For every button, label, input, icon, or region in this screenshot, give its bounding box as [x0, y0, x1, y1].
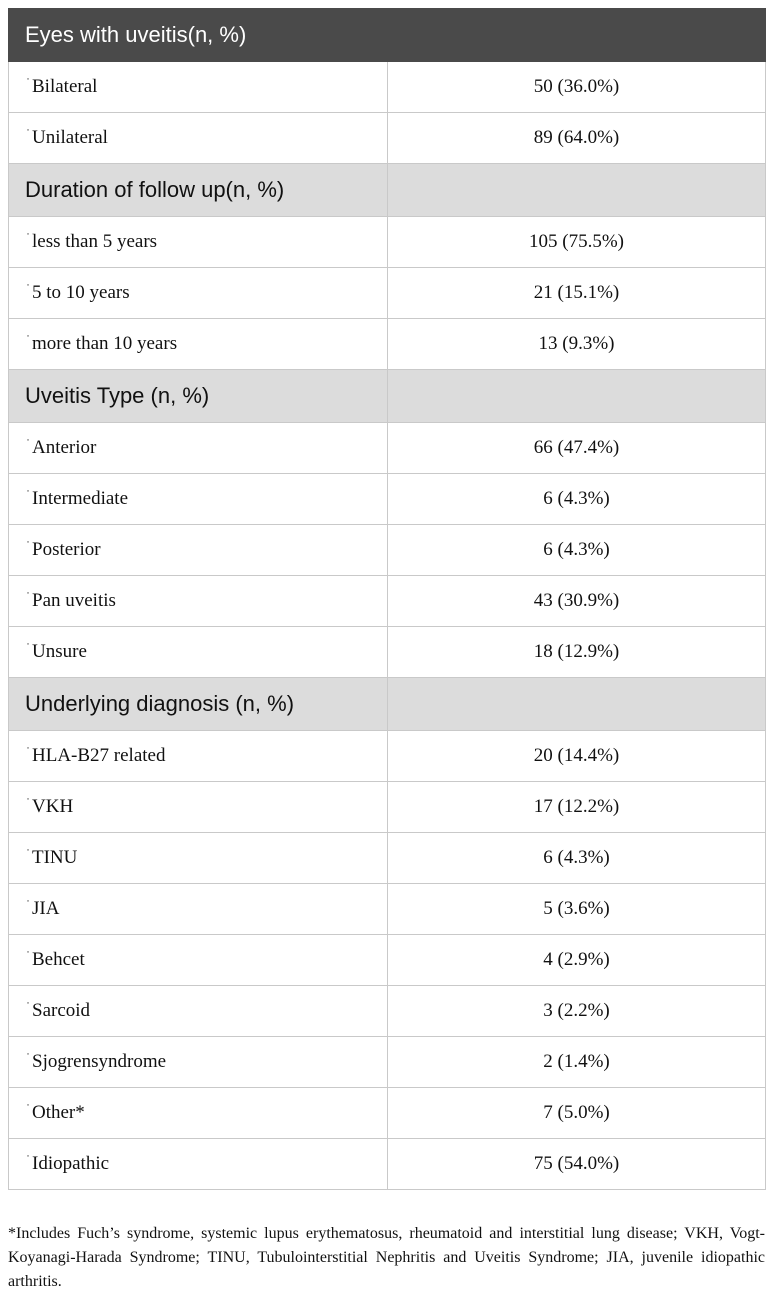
- row-label: Idiopathic: [32, 1153, 110, 1174]
- row-label-cell: [9, 268, 388, 319]
- row-label-cell: [9, 217, 388, 268]
- row-value: 2 (1.4%): [388, 1037, 766, 1088]
- row-label: less than 5 years: [32, 231, 158, 252]
- row-label: Bilateral: [32, 76, 98, 97]
- row-label-cell: [9, 884, 388, 935]
- table-row: [9, 1037, 766, 1088]
- row-label: 5 to 10 years: [32, 282, 130, 303]
- section-header-row: [9, 164, 766, 217]
- row-label-cell: [9, 423, 388, 474]
- section-header-row: [9, 9, 766, 62]
- bullet-marker: ˙: [26, 999, 30, 1013]
- row-label-cell: [9, 62, 388, 113]
- bullet-marker: ˙: [26, 1152, 30, 1166]
- row-label: Pan uveitis: [32, 590, 116, 611]
- bullet-marker: ˙: [26, 795, 30, 809]
- table-row: [9, 731, 766, 782]
- table-row: [9, 884, 766, 935]
- row-value: 21 (15.1%): [388, 268, 766, 319]
- row-label-cell: [9, 986, 388, 1037]
- bullet-marker: ˙: [26, 744, 30, 758]
- row-value: 50 (36.0%): [388, 62, 766, 113]
- row-value: 89 (64.0%): [388, 113, 766, 164]
- row-label-cell: [9, 627, 388, 678]
- table-row: [9, 576, 766, 627]
- table-row: [9, 782, 766, 833]
- row-value: 105 (75.5%): [388, 217, 766, 268]
- row-label-cell: [9, 1037, 388, 1088]
- table-row: [9, 319, 766, 370]
- row-label: Behcet: [32, 949, 85, 970]
- row-label-cell: [9, 782, 388, 833]
- table-row: [9, 1139, 766, 1190]
- row-label: VKH: [32, 796, 74, 817]
- table-row: [9, 217, 766, 268]
- bullet-marker: ˙: [26, 487, 30, 501]
- section-title: Underlying diagnosis (n, %): [9, 678, 388, 731]
- row-label: TINU: [32, 847, 78, 868]
- row-label: Posterior: [32, 539, 101, 560]
- section-header-row: [9, 678, 766, 731]
- table-row: [9, 474, 766, 525]
- table-row: [9, 627, 766, 678]
- row-value: 17 (12.2%): [388, 782, 766, 833]
- bullet-marker: ˙: [26, 948, 30, 962]
- row-value: 20 (14.4%): [388, 731, 766, 782]
- row-label-cell: [9, 1139, 388, 1190]
- row-value: 6 (4.3%): [388, 525, 766, 576]
- row-value: 75 (54.0%): [388, 1139, 766, 1190]
- row-label-cell: [9, 474, 388, 525]
- row-value: 5 (3.6%): [388, 884, 766, 935]
- row-label-cell: [9, 113, 388, 164]
- table-footnote: *Includes Fuch’s syndrome, systemic lupus erythematosus, rheumatoid and interstitial lung disease; VKH, Vogt-Koyanagi-Harada Syndrome; TINU, Tubulointerstitial Nephritis and Uveitis Syndrome; JIA, juvenile idiopathic arthritis.: [8, 1225, 765, 1290]
- row-label: Intermediate: [32, 488, 129, 509]
- table-row: [9, 525, 766, 576]
- uveitis-characteristics-table: [8, 8, 766, 1190]
- row-label-cell: [9, 833, 388, 884]
- bullet-marker: ˙: [26, 1101, 30, 1115]
- bullet-marker: ˙: [26, 281, 30, 295]
- row-value: 6 (4.3%): [388, 833, 766, 884]
- section-header-row: [9, 370, 766, 423]
- row-label-cell: [9, 319, 388, 370]
- bullet-marker: ˙: [26, 846, 30, 860]
- row-value: 13 (9.3%): [388, 319, 766, 370]
- bullet-marker: ˙: [26, 332, 30, 346]
- row-label: HLA-B27 related: [32, 745, 166, 766]
- table-row: [9, 833, 766, 884]
- bullet-marker: ˙: [26, 75, 30, 89]
- row-label: Unilateral: [32, 127, 108, 148]
- section-empty-cell: [388, 370, 766, 423]
- row-label: Anterior: [32, 437, 97, 458]
- section-empty-cell: [388, 9, 766, 62]
- table-row: [9, 1088, 766, 1139]
- row-label: Sarcoid: [32, 1000, 91, 1021]
- bullet-marker: ˙: [26, 1050, 30, 1064]
- table-row: [9, 62, 766, 113]
- bullet-marker: ˙: [26, 538, 30, 552]
- row-label-cell: [9, 731, 388, 782]
- row-label-cell: [9, 1088, 388, 1139]
- section-title: Eyes with uveitis(n, %): [9, 9, 388, 62]
- row-label: Other*: [32, 1102, 85, 1123]
- table-row: [9, 268, 766, 319]
- row-value: 18 (12.9%): [388, 627, 766, 678]
- bullet-marker: ˙: [26, 230, 30, 244]
- bullet-marker: ˙: [26, 436, 30, 450]
- table-body: [9, 9, 766, 1190]
- row-value: 6 (4.3%): [388, 474, 766, 525]
- section-title: Duration of follow up(n, %): [9, 164, 388, 217]
- table-row: [9, 423, 766, 474]
- bullet-marker: ˙: [26, 126, 30, 140]
- bullet-marker: ˙: [26, 640, 30, 654]
- table-row: [9, 113, 766, 164]
- row-value: 3 (2.2%): [388, 986, 766, 1037]
- row-label-cell: [9, 525, 388, 576]
- section-empty-cell: [388, 678, 766, 731]
- row-label-cell: [9, 576, 388, 627]
- row-label-cell: [9, 935, 388, 986]
- row-label: more than 10 years: [32, 333, 178, 354]
- table-row: [9, 986, 766, 1037]
- row-label: JIA: [32, 898, 60, 919]
- section-title: Uveitis Type (n, %): [9, 370, 388, 423]
- row-value: 4 (2.9%): [388, 935, 766, 986]
- section-empty-cell: [388, 164, 766, 217]
- row-label: Sjogrensyndrome: [32, 1051, 167, 1072]
- row-value: 7 (5.0%): [388, 1088, 766, 1139]
- bullet-marker: ˙: [26, 897, 30, 911]
- table-row: [9, 935, 766, 986]
- row-value: 66 (47.4%): [388, 423, 766, 474]
- row-value: 43 (30.9%): [388, 576, 766, 627]
- row-label: Unsure: [32, 641, 87, 662]
- bullet-marker: ˙: [26, 589, 30, 603]
